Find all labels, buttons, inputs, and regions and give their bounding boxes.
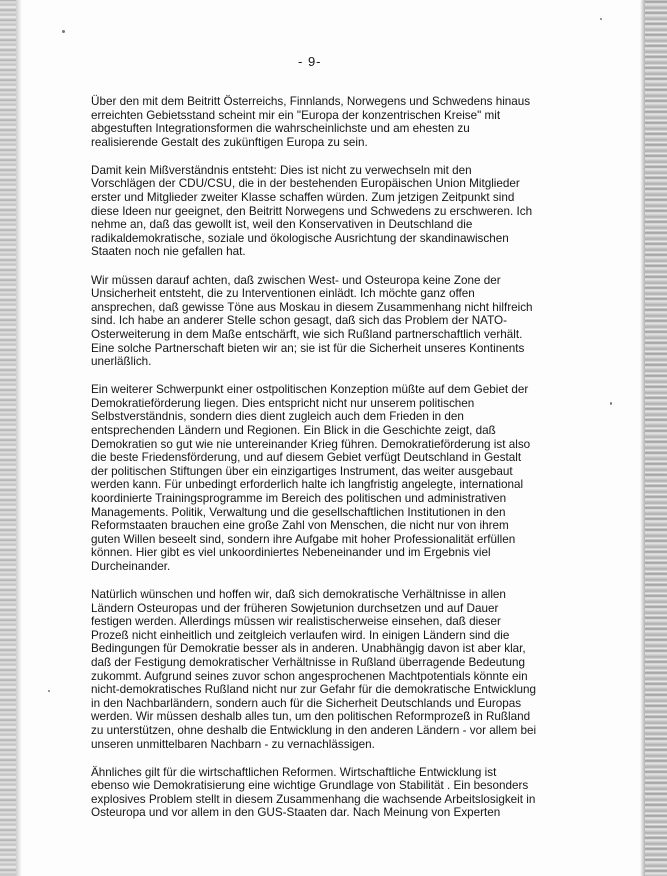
text-line: sind. Ich habe an anderer Stelle schon gesagt, daß sich das Problem der NATO- (91, 314, 507, 328)
text-line: erreichten Gebietsstand scheint mir ein "Europa der konzentrischen Kreise" mit (91, 108, 501, 122)
text-line: realisierende Gestalt des zukünftigen Europa zu sein. (91, 135, 368, 149)
text-line: Wir müssen darauf achten, daß zwischen West- und Osteuropa keine Zone der (91, 273, 501, 287)
text-line: unseren unmittelbaren Nachbarn - zu vernachlässigen. (91, 737, 375, 751)
text-line: nicht-demokratisches Rußland nicht nur zur Gefahr für die demokratische Entwicklung (91, 683, 536, 697)
text-line: koordinierte Trainingsprogramme im Bereich des politischen und administrativen (91, 491, 507, 505)
text-line: Eine solche Partnerschaft bieten wir an; sie ist für die Sicherheit unseres Kontinents (91, 341, 525, 355)
text-line: unerläßlich. (91, 355, 152, 369)
text-line: zukommt. Aufgrund seines zuvor schon angesprochenen Machtpotentials könnte ein (91, 669, 528, 683)
text-line: Durcheinander. (91, 559, 171, 573)
paragraph (91, 95, 601, 149)
paragraph (91, 588, 601, 751)
scan-shadow-left (16, 0, 22, 876)
text-line: radikaldemokratische, soziale und ökologische Ausrichtung der skandinawischen (91, 231, 509, 245)
text-line: Demokratien so gut wie nie untereinander Krieg führen. Demokratieförderung ist also (91, 437, 531, 451)
text-line: Prozeß nicht einheitlich und zeitgleich verlaufen wird. In einigen Ländern sind die (91, 628, 510, 642)
text-line: abgestuften Integrationsformen die wahrscheinlichste und am ehesten zu (91, 122, 470, 136)
text-line: Staaten noch nie gefallen hat. (91, 245, 246, 259)
scan-speck (62, 30, 65, 33)
text-line: Bedingungen für Demokratie besser als in anderen. Unabhängig davon ist aber klar, (91, 642, 526, 656)
text-line: werden kann. Für unbedingt erforderlich halte ich langfristig angelegte, international (91, 478, 524, 492)
paragraph (91, 274, 601, 369)
scan-shadow-right (640, 0, 645, 876)
scan-edge-right (645, 0, 667, 876)
scan-speck (610, 402, 612, 405)
page-number: - 9- (298, 54, 322, 69)
text-line: können. Hier gibt es viel unkoordiniertes Nebeneinander und im Ergebnis viel (91, 546, 491, 560)
text-line: Osteuropa und vor allem in den GUS-Staaten dar. Nach Meinung von Experten (91, 806, 501, 820)
text-line: Reformstaaten brauchen eine große Zahl von Menschen, die nicht nur von ihrem (91, 519, 509, 533)
paragraph (91, 164, 601, 259)
text-line: Demokratieförderung liegen. Dies entspricht nicht nur unserem politischen (91, 396, 475, 410)
text-line: Managements. Politik, Verwaltung und die gesellschaftlichen Institutionen in den (91, 505, 506, 519)
document-body (91, 95, 601, 835)
scan-speck (600, 18, 602, 20)
text-line: daß der Festigung demokratischer Verhältnisse in Rußland überragende Bedeutung (91, 655, 526, 669)
text-line: werden. Wir müssen deshalb alles tun, um den politischen Reformprozeß in Rußland (91, 710, 531, 724)
text-line: der politischen Stiftungen über ein einzigartiges Instrument, das weiter ausgebaut (91, 464, 513, 478)
text-line: Vorschlägen der CDU/CSU, die in der bestehenden Europäischen Union Mitglieder (91, 177, 520, 191)
text-line: die beste Friedensförderung, und auf diesem Gebiet verfügt Deutschland in Gestalt (91, 451, 522, 465)
text-line: Selbstverständnis, sondern dies dient zugleich auch dem Frieden in den (91, 410, 464, 424)
text-line: festigen werden. Allerdings müssen wir realistischerweise einsehen, daß dieser (91, 615, 501, 629)
text-line: Ähnliches gilt für die wirtschaftlichen Reformen. Wirtschaftliche Entwicklung ist (91, 765, 497, 779)
text-line: entsprechenden Ländern und Regionen. Ein Blick in die Geschichte zeigt, daß (91, 423, 496, 437)
paragraph (91, 766, 601, 820)
text-line: diese Ideen nur geeignet, den Beitritt Norwegens und Schwedens zu erschweren. Ich (91, 204, 533, 218)
text-line: explosives Problem stellt in diesem Zusammenhang die wachsende Arbeitslosigkeit in (91, 792, 536, 806)
text-line: Unsicherheit entsteht, die zu Interventionen einlädt. Ich möchte ganz offen (91, 287, 475, 301)
text-line: nehme an, daß das gewollt ist, weil den Konservativen in Deutschland die (91, 218, 473, 232)
text-line: ansprechen, daß gewisse Töne aus Moskau in diesem Zusammenhang nicht hilfreich (91, 300, 533, 314)
text-line: zu unterstützen, ohne deshalb die Entwicklung in den anderen Ländern - vor allem bei (91, 723, 537, 737)
text-line: Natürlich wünschen und hoffen wir, daß sich demokratische Verhältnisse in allen (91, 588, 506, 601)
scan-speck (48, 690, 50, 692)
text-line: Osterweiterung in dem Maße entschärft, wie sich Rußland partnerschaftlich verhält. (91, 327, 523, 341)
paragraph (91, 383, 601, 573)
text-line: Ländern Osteuropas und der früheren Sowjetunion durchsetzen und auf Dauer (91, 601, 499, 615)
text-line: erster und Mitglieder zweiter Klasse schaffen würden. Zum jetzigen Zeitpunkt sind (91, 191, 515, 205)
scan-edge-left (0, 0, 16, 876)
text-line: Über den mit dem Beitritt Österreichs, Finnlands, Norwegens und Schwedens hinaus (91, 95, 531, 108)
text-line: Ein weiterer Schwerpunkt einer ostpolitischen Konzeption müßte auf dem Gebiet der (91, 383, 529, 397)
text-line: guten Willen beseelt sind, sondern ihre Aufgabe mit hoher Professionalität erfüllen (91, 532, 516, 546)
text-line: ebenso wie Demokratisierung eine wichtige Grundlage von Stabilität . Ein besonders (91, 779, 529, 793)
text-line: Damit kein Mißverständnis entsteht: Dies ist nicht zu verwechseln mit den (91, 163, 472, 177)
text-line: in den Nachbarländern, sondern auch für die Sicherheit Deutschlands und Europas (91, 696, 522, 710)
